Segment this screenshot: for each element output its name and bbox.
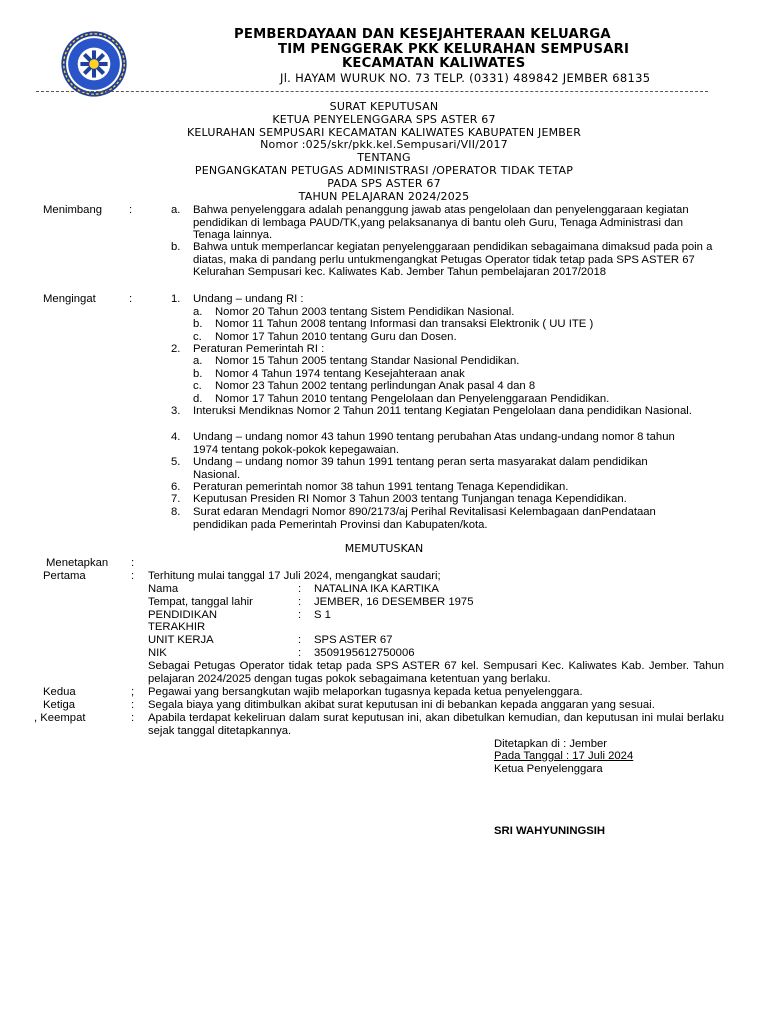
mengingat-3-text: Interuksi Mendiknas Nomor 2 Tahun 2011 tentang Kegiatan Pengelolaan dana pendidikan Nasional.: [193, 405, 692, 417]
mengingat-7-text: Keputusan Presiden RI Nomor 3 Tahun 2003 tentang Tunjangan tenaga Kependidikan.: [193, 493, 627, 505]
field-nik-value: 3509195612750006: [314, 647, 415, 659]
mengingat-2c-text: Nomor 23 Tahun 2002 tentang perlindungan Anak pasal 4 dan 8: [215, 380, 536, 392]
mengingat-2b-marker: b.: [193, 368, 203, 380]
field-terakhir-key: TERAKHIR: [148, 621, 206, 633]
ketiga-text: Segala biaya yang ditimbulkan akibat surat keputusan ini di bebankan kepada anggaran yang sesuai.: [148, 699, 655, 711]
mengingat-3-marker: 3.: [171, 405, 181, 417]
field-pendidikan-key: PENDIDIKAN: [148, 609, 218, 621]
mengingat-2d-text: Nomor 17 Tahun 2010 tentang Pengelolaan dan Penyelenggaraan Pendidikan.: [215, 393, 610, 405]
menetapkan-label: Menetapkan: [46, 557, 109, 569]
sig-ditetapkan: Ditetapkan di : Jember: [494, 738, 608, 750]
pertama-closing: Sebagai Petugas Operator tidak tetap pada SPS ASTER 67 kel. Sempusari Kec. Kaliwates Kab. Jember. Tahun pelajaran 2024/2025 dengan tugas pokok sebagaimana ketentuan yang berlaku.: [148, 660, 724, 685]
mengingat-1b-marker: b.: [193, 318, 203, 330]
menimbang-label: Menimbang: [43, 204, 103, 216]
title-line-2: KETUA PENYELENGGARA SPS ASTER 67: [272, 113, 496, 126]
menimbang-a-text: Bahwa penyelenggara adalah penanggung jawab atas pengelolaan dan penyelenggaraan kegiatan pendidikan di lembaga PAUD/TK,yang pelaksananya di bantu oleh Guru, Tenaga Administrasi dan Tenaga lainnya.: [193, 204, 689, 242]
field-nik-key: NIK: [148, 647, 167, 659]
field-nama-key: Nama: [148, 583, 179, 595]
mengingat-6-text: Peraturan pemerintah nomor 38 tahun 1991 tentang Tenaga Kependidikan.: [193, 481, 569, 493]
memutuskan-heading: MEMUTUSKAN: [344, 542, 424, 555]
title-line-6: PENGANGKATAN PETUGAS ADMINISTRASI /OPERATOR TIDAK TETAP: [194, 164, 574, 177]
mengingat-1c-marker: c.: [193, 331, 202, 343]
letterhead-address: Jl. HAYAM WURUK NO. 73 TELP. (0331) 489842 JEMBER 68135: [280, 71, 651, 85]
sig-nama: SRI WAHYUNINGSIH: [494, 825, 606, 837]
mengingat-2c-marker: c.: [193, 380, 202, 392]
mengingat-4-text: Undang – undang nomor 43 tahun 1990 tentang perubahan Atas undang-undang nomor 8 tahun 1974 tentang pokok-pokok kepegawaian.: [193, 431, 675, 456]
letterhead-divider: [36, 91, 708, 92]
field-nama-value: NATALINA IKA KARTIKA: [314, 583, 439, 595]
title-line-5: TENTANG: [357, 151, 411, 164]
kedua-text: Pegawai yang bersangkutan wajib melaporkan tugasnya kepada ketua penyelenggara.: [148, 686, 583, 698]
ketiga-label: Ketiga: [43, 699, 76, 711]
sig-jabatan: Ketua Penyelenggara: [494, 763, 603, 775]
mengingat-2-marker: 2.: [171, 343, 181, 355]
mengingat-1c-text: Nomor 17 Tahun 2010 tentang Guru dan Dosen.: [215, 331, 457, 343]
menimbang-b-text: Bahwa untuk memperlancar kegiatan penyelenggaraan pendidikan sebagaimana dimaksud pada poin a diatas, maka di pandang perlu untukmengangkat Petugas Operator tidak tetap pada SPS ASTER 67 Kelurahan Sempusari kec. Kaliwates Kab. Jember Tahun pembelajaran 2017/2018: [193, 241, 713, 279]
kedua-colon: ;: [131, 686, 135, 698]
title-line-8: TAHUN PELAJARAN 2024/2025: [298, 190, 470, 203]
field-nik-colon: :: [298, 647, 302, 659]
menimbang-colon: :: [129, 204, 133, 216]
pertama-label: Pertama: [43, 570, 86, 582]
title-line-3: KELURAHAN SEMPUSARI KECAMATAN KALIWATES KABUPATEN JEMBER: [186, 126, 582, 139]
field-pendidikan-value: S 1: [314, 609, 331, 621]
title-line-1: SURAT KEPUTUSAN: [329, 100, 439, 113]
mengingat-1-marker: 1.: [171, 293, 181, 305]
mengingat-2-text: Peraturan Pemerintah RI :: [193, 343, 325, 355]
menetapkan-colon: :: [131, 557, 135, 569]
mengingat-6-marker: 6.: [171, 481, 181, 493]
pkk-emblem-icon: [60, 30, 128, 98]
field-pendidikan-colon: :: [298, 609, 302, 621]
mengingat-label: Mengingat: [43, 293, 96, 305]
field-unit-key: UNIT KERJA: [148, 634, 214, 646]
letterhead-line-2: TIM PENGGERAK PKK KELURAHAN SEMPUSARI: [278, 42, 630, 57]
mengingat-2a-text: Nomor 15 Tahun 2005 tentang Standar Nasional Pendidikan.: [215, 355, 520, 367]
field-ttl-colon: :: [298, 596, 302, 608]
keempat-colon: :: [131, 712, 135, 724]
title-line-7: PADA SPS ASTER 67: [327, 177, 441, 190]
mengingat-7-marker: 7.: [171, 493, 181, 505]
mengingat-5-marker: 5.: [171, 456, 181, 468]
menimbang-a-marker: a.: [171, 204, 181, 216]
letterhead-line-3: KECAMATAN KALIWATES: [342, 56, 526, 71]
title-line-4: Nomor :025/skr/pkk.kel.Sempusari/VII/2017: [260, 138, 508, 151]
mengingat-8-text: Surat edaran Mendagri Nomor 890/2173/aj Perihal Revitalisasi Kelembagaan danPendataan pendidikan pada Pemerintah Provinsi dan Kabupaten/kota.: [193, 506, 656, 531]
mengingat-8-marker: 8.: [171, 506, 181, 518]
mengingat-1a-marker: a.: [193, 306, 203, 318]
sig-tanggal: Pada Tanggal : 17 Juli 2024: [494, 750, 634, 762]
menimbang-b-marker: b.: [171, 241, 181, 253]
mengingat-2d-marker: d.: [193, 393, 203, 405]
field-nama-colon: :: [298, 583, 302, 595]
mengingat-1-text: Undang – undang RI :: [193, 293, 304, 305]
mengingat-colon: :: [129, 293, 133, 305]
ketiga-colon: :: [131, 699, 135, 711]
mengingat-1a-text: Nomor 20 Tahun 2003 tentang Sistem Pendidikan Nasional.: [215, 306, 515, 318]
letterhead-line-1: PEMBERDAYAAN DAN KESEJAHTERAAN KELUARGA: [234, 27, 611, 42]
mengingat-1b-text: Nomor 11 Tahun 2008 tentang Informasi dan transaksi Elektronik ( UU ITE ): [215, 318, 594, 330]
field-unit-value: SPS ASTER 67: [314, 634, 393, 646]
pertama-colon: :: [131, 570, 135, 582]
pertama-intro: Terhitung mulai tanggal 17 Juli 2024, mengangkat saudari;: [148, 570, 441, 582]
mengingat-2a-marker: a.: [193, 355, 203, 367]
mengingat-5-text: Undang – undang nomor 39 tahun 1991 tentang peran serta masyarakat dalam pendidikan Nasional.: [193, 456, 648, 481]
field-unit-colon: :: [298, 634, 302, 646]
keempat-label: , Keempat: [34, 712, 86, 724]
field-ttl-value: JEMBER, 16 DESEMBER 1975: [314, 596, 474, 608]
kedua-label: Kedua: [43, 686, 76, 698]
mengingat-2b-text: Nomor 4 Tahun 1974 tentang Kesejahteraan anak: [215, 368, 465, 380]
keempat-text: Apabila terdapat kekeliruan dalam surat keputusan ini, akan dibetulkan kemudian, dan keputusan ini mulai berlaku sejak tanggal ditetapkannya.: [148, 712, 724, 737]
mengingat-4-marker: 4.: [171, 431, 181, 443]
field-ttl-key: Tempat, tanggal lahir: [148, 596, 253, 608]
